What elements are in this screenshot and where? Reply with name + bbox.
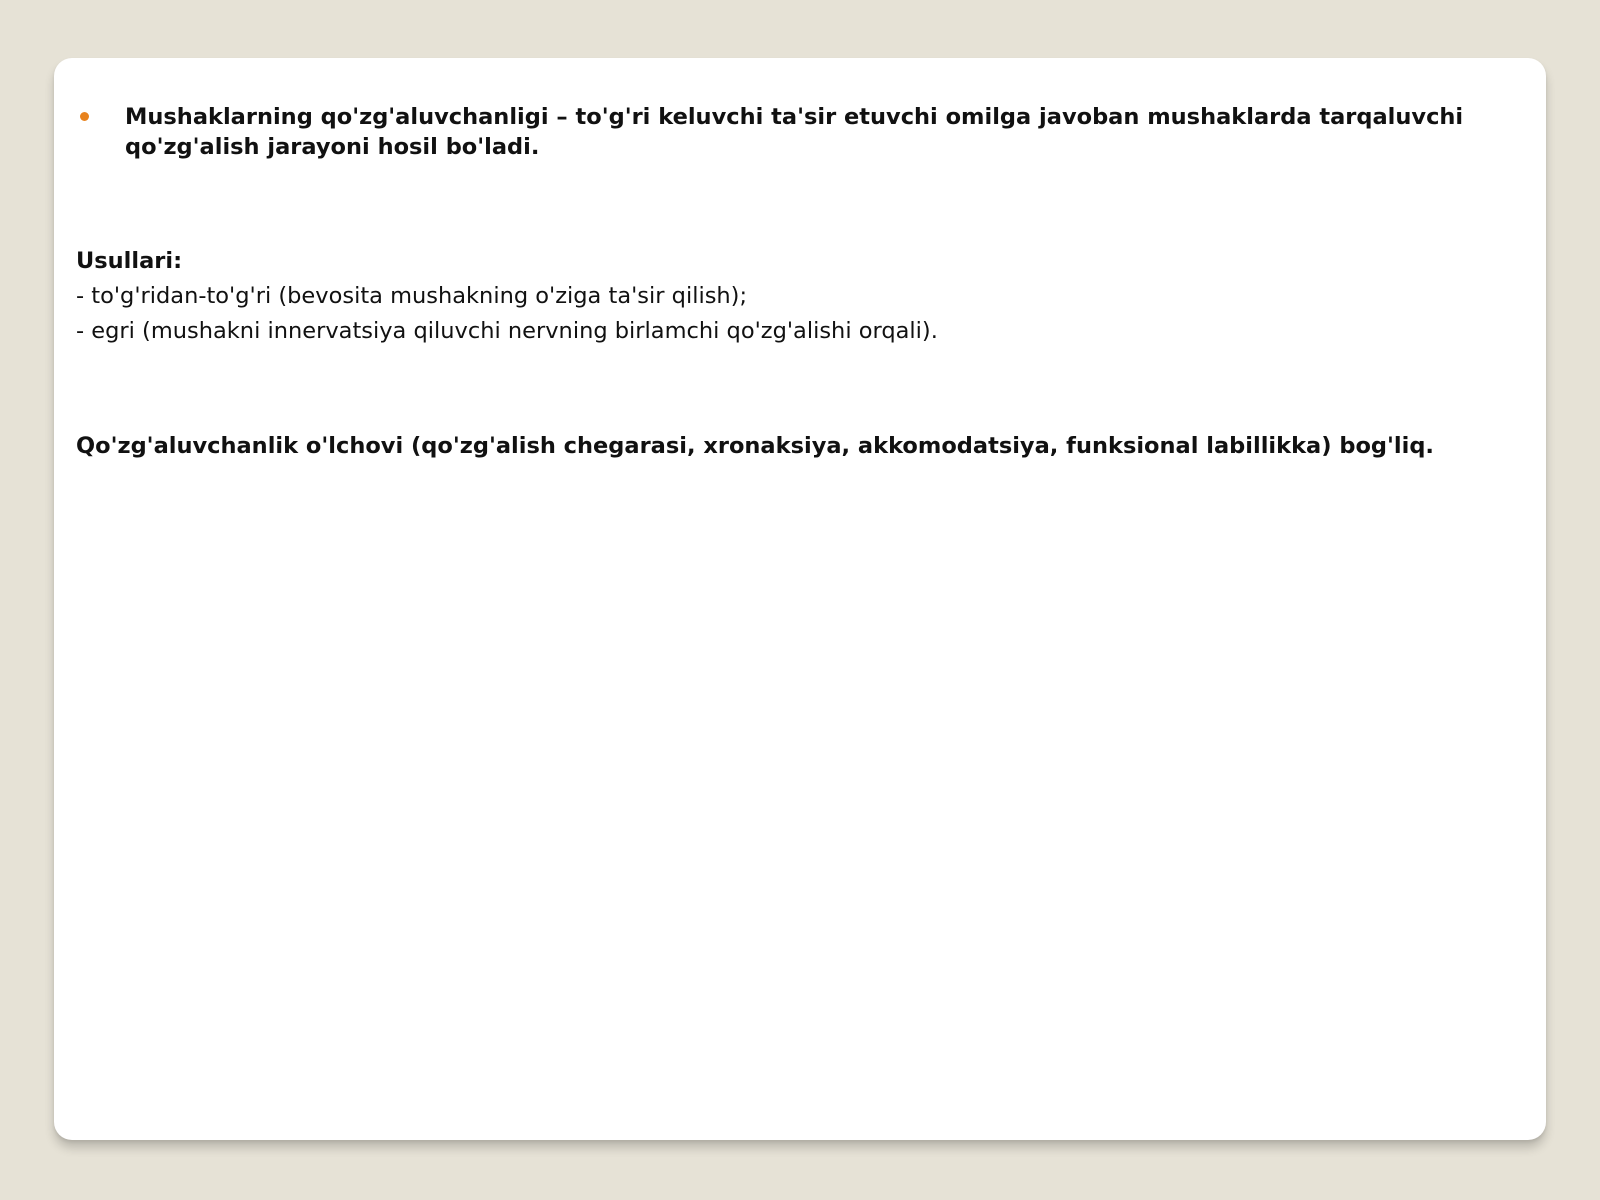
bullet-item xyxy=(78,102,1518,162)
methods-section xyxy=(76,244,1516,349)
bullet-text: Mushaklarning qo'zg'aluvchanligi – to'g'ri keluvchi ta'sir etuvchi omilga javoban mushaklarda tarqaluvchi qo'zg'alish jarayoni hosil bo'ladi. xyxy=(125,104,1464,160)
method-indirect: - egri (mushakni innervatsiya qiluvchi nervning birlamchi qo'zg'alishi orqali). xyxy=(76,318,938,344)
bullet-dot-icon xyxy=(80,112,89,121)
conclusion-text: Qo'zg'aluvchanlik o'lchovi (qo'zg'alish chegarasi, xronaksiya, akkomodatsiya, funksional labillikka) bog'liq. xyxy=(76,433,1434,459)
methods-heading: Usullari: xyxy=(76,248,183,274)
method-direct: - to'g'ridan-to'g'ri (bevosita mushakning o'ziga ta'sir qilish); xyxy=(76,283,748,309)
slide-card xyxy=(54,58,1546,1140)
